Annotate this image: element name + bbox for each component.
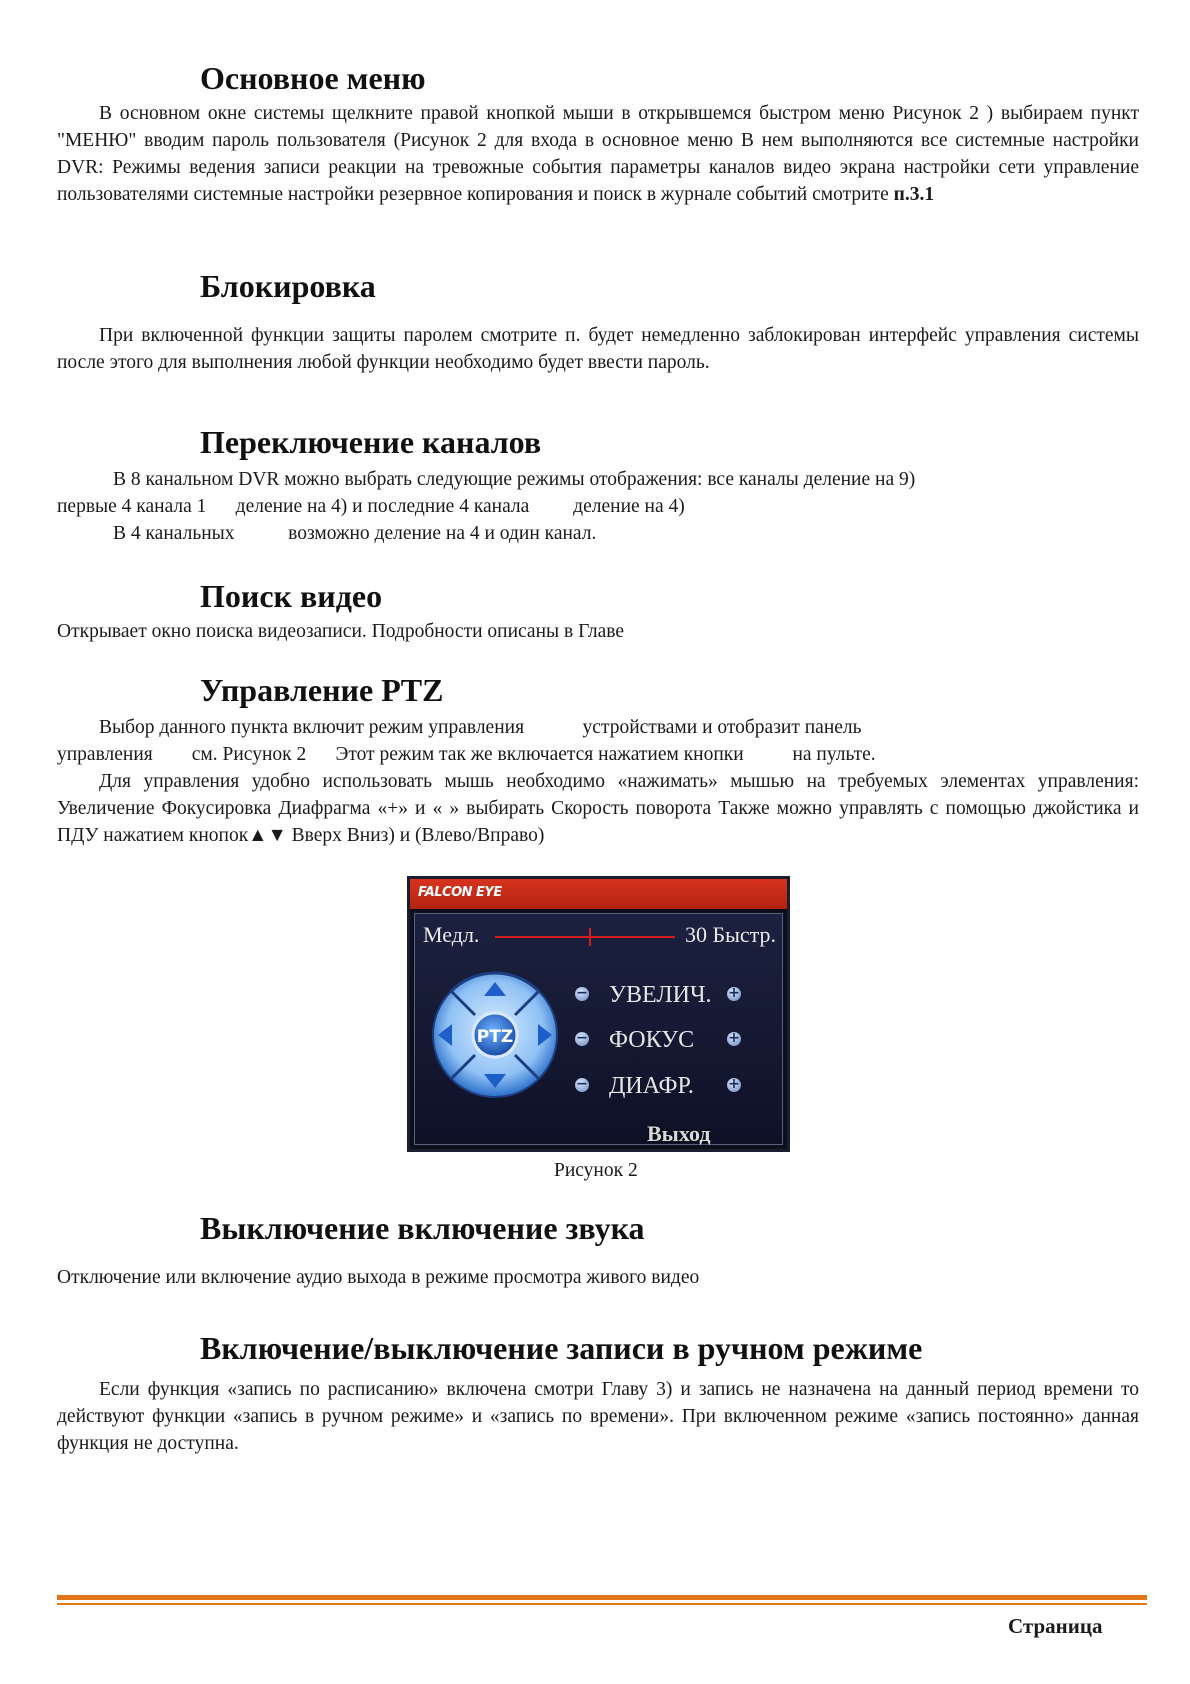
main-menu-body: В основном окне системы щелкните правой кнопкой мыши в открывшемся быстром меню Рисунок 2 ) выбираем пункт "МЕНЮ" вводим пароль пользователя (Рисунок 2 для входа в основное меню В нем выполняются все системные настройки DVR: Режимы ведения записи реакции на тревожные события параметры каналов видео экрана настройки сети управление пользователями системные настройки резервное копирования и поиск в журнале событий смотрите	[57, 103, 1139, 205]
speed-min-label: Медл.	[423, 922, 480, 947]
channel-line-3: В 4 канальных возможно деление на 4 и один канал.	[113, 523, 597, 544]
section-title-manual-record: Включение/выключение записи в ручном режиме	[200, 1330, 923, 1366]
ptz-para-2: Для управления удобно использовать мышь необходимо «нажимать» мышью на требуемых элементах управления: Увеличение Фокусировка Диафрагма «+» и « » выбирать Скорость поворота Также можно управлять с помощью джойстика и ПДУ нажатием кнопок▲▼ Вверх Вниз) и (Влево/Вправо)	[57, 771, 1139, 846]
channel-line-2: первые 4 канала 1 деление на 4) и последние 4 канала деление на 4)	[57, 496, 685, 517]
ptz-panel-figure	[407, 876, 790, 1152]
speed-max-label: Быстр.	[712, 922, 776, 947]
iris-minus-icon[interactable]: −	[576, 1076, 588, 1092]
page-label: Страница	[1008, 1614, 1103, 1638]
zoom-control	[575, 982, 775, 1012]
ptz-text-1	[57, 714, 1139, 768]
zoom-minus-icon[interactable]: −	[576, 985, 588, 1001]
section-title-main-menu: Основное меню	[200, 60, 426, 96]
panel-header	[410, 879, 787, 909]
figure-caption: Рисунок 2	[554, 1160, 638, 1181]
iris-plus-icon[interactable]: +	[728, 1076, 740, 1092]
channel-switch-text	[57, 466, 1139, 547]
footer-rule-thin	[57, 1603, 1147, 1605]
ptz-control-panel	[414, 913, 783, 1145]
focus-control	[575, 1027, 775, 1057]
ptz-center-label: PTZ	[476, 1027, 514, 1047]
ptz-dpad	[430, 970, 560, 1100]
section-reference: п.3.1	[893, 184, 935, 205]
lock-body: При включенной функции защиты паролем смотрите п. будет немедленно заблокирован интерфейс управления системы после этого для выполнения любой функции необходимо будет ввести пароль.	[57, 325, 1139, 373]
speed-slider[interactable]	[495, 936, 675, 938]
ptz-line-2: управления см. Рисунок 2 Этот режим так же включается нажатием кнопки на пульте.	[57, 744, 876, 765]
channel-line-1: В 8 канальном DVR можно выбрать следующие режимы отображения: все каналы деление на 9)	[113, 469, 916, 490]
footer-rule	[57, 1595, 1147, 1600]
focus-label: ФОКУС	[609, 1027, 695, 1053]
iris-control	[575, 1073, 775, 1103]
section-title-ptz: Управление PTZ	[200, 672, 444, 708]
speed-slider-knob[interactable]	[589, 928, 591, 946]
video-search-text: Открывает окно поиска видеозаписи. Подробности описаны в Главе	[57, 621, 625, 642]
zoom-label: УВЕЛИЧ.	[609, 982, 712, 1008]
section-title-lock: Блокировка	[200, 268, 376, 304]
sound-text: Отключение или включение аудио выхода в режиме просмотра живого видео	[57, 1267, 700, 1288]
zoom-plus-icon[interactable]: +	[728, 985, 740, 1001]
focus-plus-icon[interactable]: +	[728, 1030, 740, 1046]
section-title-sound: Выключение включение звука	[200, 1210, 645, 1246]
exit-button[interactable]: Выход	[647, 1121, 711, 1146]
speed-value-readout	[685, 922, 776, 948]
main-menu-text	[57, 100, 1139, 208]
brand-logo: FALCON EYE	[418, 885, 502, 900]
iris-label: ДИАФР.	[609, 1073, 694, 1099]
speed-value: 30	[684, 922, 707, 947]
focus-minus-icon[interactable]: −	[576, 1030, 588, 1046]
lock-text	[57, 322, 1139, 376]
section-title-channel-switch: Переключение каналов	[200, 424, 542, 460]
section-title-video-search: Поиск видео	[200, 578, 383, 614]
manual-record-body: Если функция «запись по расписанию» включена смотри Главу 3) и запись не назначена на данный период времени то действуют функции «запись в ручном режиме» и «запись по времени». При включенном режиме «запись постоянно» данная функция не доступна.	[57, 1379, 1139, 1454]
ptz-line-1: Выбор данного пункта включит режим управления устройствами и отобразит панель	[99, 717, 862, 738]
manual-record-text	[57, 1376, 1139, 1457]
ptz-text-2	[57, 768, 1139, 849]
